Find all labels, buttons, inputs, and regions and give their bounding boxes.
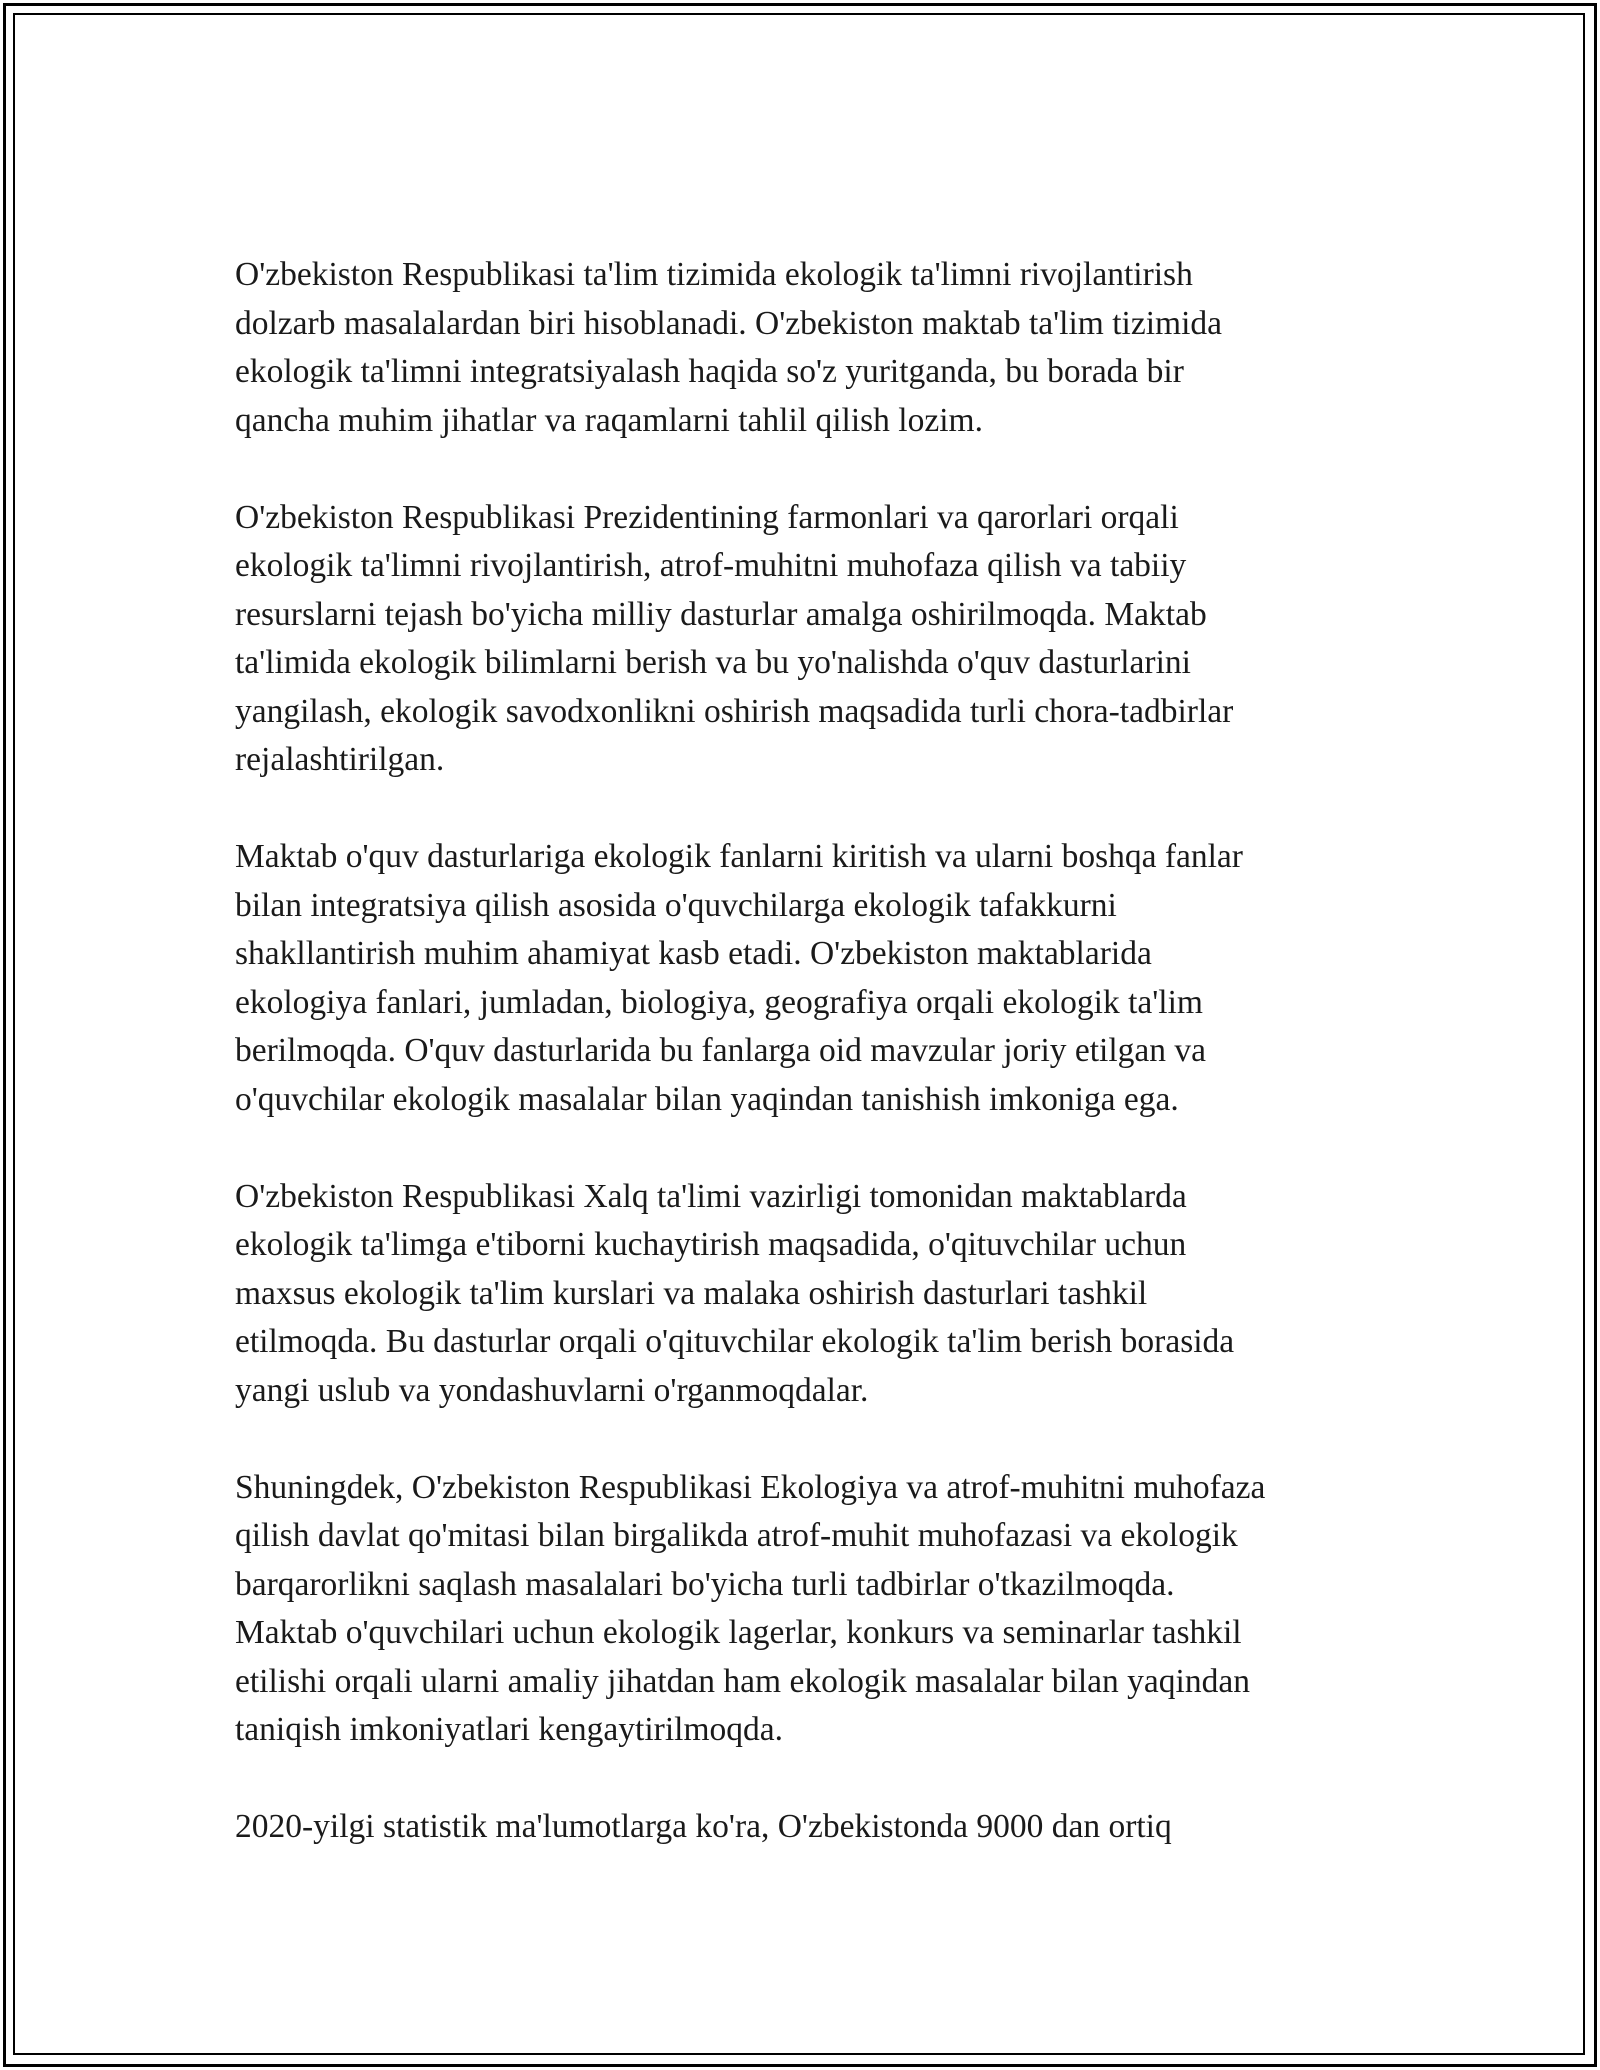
text-line: o'quvchilar ekologik masalalar bilan yaqindan tanishish imkoniga ega. — [235, 1080, 1179, 1118]
text-line: ekologik ta'limni integratsiyalash haqida so'z yuritganda, bu borada bir — [235, 353, 1184, 390]
text-line: Shuningdek, O'zbekiston Respublikasi Ekologiya va atrof-muhitni muhofaza — [235, 1468, 1266, 1506]
text-line: ekologiya fanlari, jumladan, biologiya, geografiya orqali ekologik ta'lim — [235, 983, 1203, 1021]
paragraph — [235, 1464, 1375, 1755]
text-line: barqarorlikni saqlash masalalari bo'yicha turli tadbirlar o'tkazilmoqda. — [235, 1565, 1175, 1603]
paragraph — [235, 1803, 1375, 1852]
text-line: yangilash, ekologik savodxonlikni oshirish maqsadida turli chora-tadbirlar — [235, 692, 1234, 730]
text-line: O'zbekiston Respublikasi Xalq ta'limi vazirligi tomonidan maktablarda — [235, 1177, 1187, 1215]
text-line: ta'limida ekologik bilimlarni berish va bu yo'nalishda o'quv dasturlarini — [235, 644, 1191, 681]
text-line: O'zbekiston Respublikasi ta'lim tizimida ekologik ta'limni rivojlantirish — [235, 256, 1193, 293]
text-line: O'zbekiston Respublikasi Prezidentining farmonlari va qarorlari orqali — [235, 498, 1179, 536]
text-line: berilmoqda. O'quv dasturlarida bu fanlarga oid mavzular joriy etilgan va — [235, 1032, 1207, 1069]
text-line: taniqish imkoniyatlari kengaytirilmoqda. — [235, 1711, 783, 1748]
paragraph — [235, 1173, 1375, 1416]
text-line: etilmoqda. Bu dasturlar orqali o'qituvchilar ekologik ta'lim berish borasida — [235, 1323, 1235, 1360]
document-body — [235, 251, 1375, 1900]
text-line: shakllantirish muhim ahamiyat kasb etadi. O'zbekiston maktablarida — [235, 935, 1152, 972]
text-line: etilishi orqali ularni amaliy jihatdan ham ekologik masalalar bilan yaqindan — [235, 1662, 1250, 1700]
text-line: yangi uslub va yondashuvlarni o'rganmoqdalar. — [235, 1371, 869, 1409]
paragraph — [235, 494, 1375, 785]
text-line: ekologik ta'limni rivojlantirish, atrof-muhitni muhofaza qilish va tabiiy — [235, 547, 1187, 584]
text-line: dolzarb masalalardan biri hisoblanadi. O'zbekiston maktab ta'lim tizimida — [235, 304, 1223, 342]
text-line: qilish davlat qo'mitasi bilan birgalikda atrof-muhit muhofazasi va ekologik — [235, 1517, 1238, 1554]
text-line: 2020-yilgi statistik ma'lumotlarga ko'ra, O'zbekistonda 9000 dan ortiq — [235, 1808, 1172, 1845]
text-line: maxsus ekologik ta'lim kurslari va malaka oshirish dasturlari tashkil — [235, 1274, 1148, 1312]
text-line: qancha muhim jihatlar va raqamlarni tahlil qilish lozim. — [235, 401, 983, 439]
text-line: rejalashtirilgan. — [235, 741, 445, 778]
paragraph — [235, 251, 1375, 445]
text-line: Maktab o'quv dasturlariga ekologik fanlarni kiritish va ularni boshqa fanlar — [235, 838, 1243, 875]
text-line: resurslarni tejash bo'yicha milliy dasturlar amalga oshirilmoqda. Maktab — [235, 595, 1207, 633]
text-line: ekologik ta'limga e'tiborni kuchaytirish maqsadida, o'qituvchilar uchun — [235, 1226, 1187, 1263]
text-line: bilan integratsiya qilish asosida o'quvchilarga ekologik tafakkurni — [235, 886, 1117, 924]
paragraph — [235, 833, 1375, 1124]
text-line: Maktab o'quvchilari uchun ekologik lagerlar, konkurs va seminarlar tashkil — [235, 1614, 1242, 1651]
